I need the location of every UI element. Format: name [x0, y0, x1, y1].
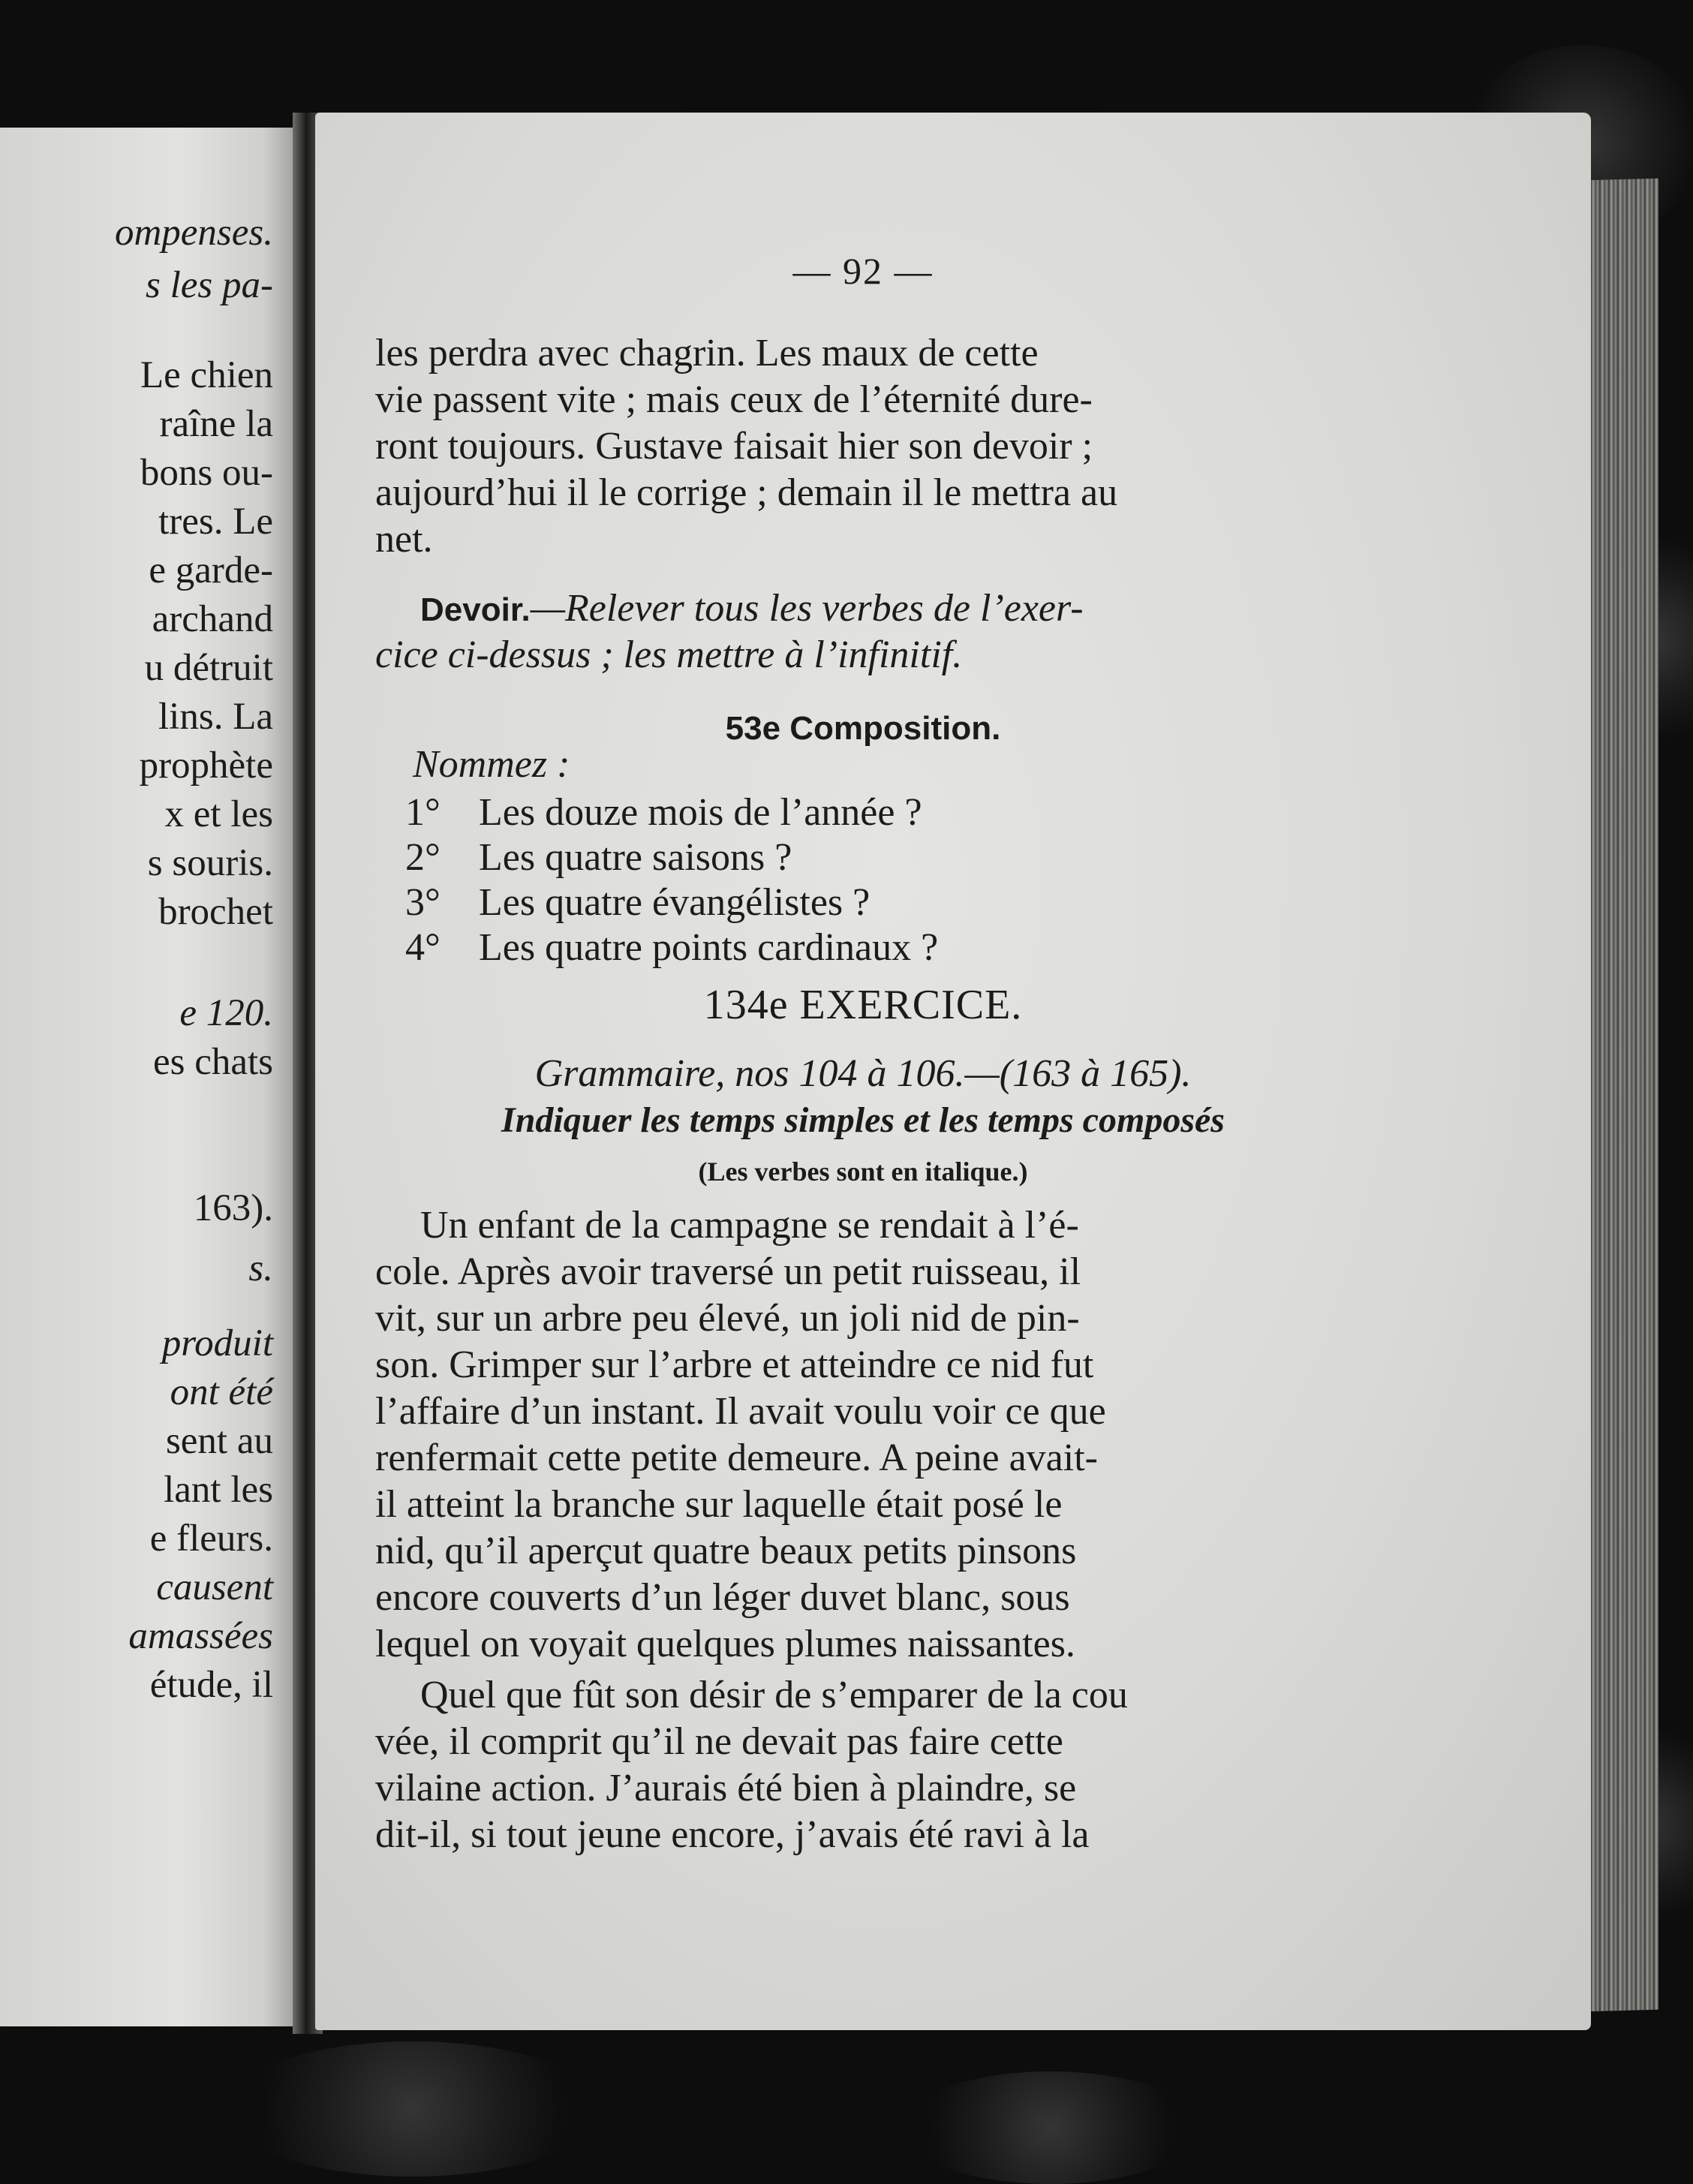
devoir-label: Devoir.	[420, 591, 531, 628]
nommez-label: Nommez :	[413, 743, 570, 786]
text-line: Un enfant de la campagne se rendait à l’é-	[420, 1204, 1079, 1247]
devoir-text: cice ci-dessus ; les mettre à l’infinitif.	[375, 633, 963, 676]
left-page-line: s souris.	[147, 842, 273, 884]
exercise-instruction: Indiquer les temps simples et les temps composés	[501, 1100, 1225, 1140]
list-item: 2° Les quatre saisons ?	[405, 836, 792, 879]
left-page-line: 163).	[193, 1187, 273, 1229]
text-line: dit-il, si tout jeune encore, j’avais été ravi à la	[375, 1813, 1090, 1856]
italic-note: (Les verbes sont en italique.)	[698, 1157, 1028, 1187]
left-page-line: ompenses.	[114, 212, 273, 254]
left-page-line: ont été	[170, 1371, 273, 1413]
grammaire-reference: Grammaire, nos 104 à 106.—(163 à 165).	[534, 1052, 1192, 1095]
text-line: Quel que fût son désir de s’emparer de la cou	[420, 1674, 1128, 1716]
text-line: vit, sur un arbre peu élevé, un joli nid de pin-	[375, 1297, 1080, 1340]
list-item: 1° Les douze mois de l’année ?	[405, 791, 922, 834]
text-line: encore couverts d’un léger duvet blanc, sous	[375, 1576, 1070, 1619]
left-page-line: brochet	[158, 891, 273, 933]
text-line: net.	[375, 518, 433, 561]
left-page-line: s.	[248, 1247, 273, 1289]
text-line: aujourd’hui il le corrige ; demain il le mettra au	[375, 471, 1118, 514]
exercise-heading: 134e EXERCICE.	[703, 982, 1023, 1028]
left-page-line: raîne la	[159, 403, 273, 445]
left-page-line: amassées	[128, 1615, 273, 1657]
background-blot	[225, 2041, 600, 2176]
left-page	[0, 128, 300, 2026]
devoir-text: —Relever tous les verbes de l’exer-	[530, 587, 1084, 630]
left-page-line: sent au	[165, 1420, 273, 1462]
text-line: nid, qu’il aperçut quatre beaux petits pinsons	[375, 1530, 1077, 1572]
left-page-line: x et les	[164, 793, 273, 835]
left-page-line: produit	[161, 1322, 273, 1364]
text-line: vie passent vite ; mais ceux de l’éternité dure-	[375, 378, 1093, 421]
left-page-line: lins. La	[158, 696, 273, 738]
list-item: 4° Les quatre points cardinaux ?	[405, 926, 939, 969]
left-page-line: Le chien	[140, 354, 273, 396]
left-page-line: e garde-	[149, 549, 273, 591]
text-line: l’affaire d’un instant. Il avait voulu voir ce que	[375, 1390, 1106, 1433]
left-page-line: prophète	[139, 745, 273, 787]
left-page-line: es chats	[152, 1041, 273, 1083]
left-page-line: causent	[156, 1566, 273, 1608]
text-line: renfermait cette petite demeure. A peine avait-	[375, 1436, 1098, 1479]
background-blot	[901, 2071, 1201, 2184]
text-line: ront toujours. Gustave faisait hier son devoir ;	[375, 425, 1093, 468]
text-line: vée, il comprit qu’il ne devait pas faire cette	[375, 1720, 1063, 1763]
composition-heading: 53e Composition.	[725, 710, 1001, 747]
page-number: — 92 —	[792, 250, 934, 292]
text-line: vilaine action. J’aurais été bien à plaindre, se	[375, 1767, 1077, 1809]
left-page-line: étude, il	[149, 1664, 273, 1706]
left-page-line: bons ou-	[140, 452, 273, 494]
left-page-line: lant les	[164, 1469, 273, 1511]
text-line: lequel on voyait quelques plumes naissantes.	[375, 1623, 1075, 1665]
left-page-line: e fleurs.	[149, 1518, 273, 1560]
text-line: il atteint la branche sur laquelle était posé le	[375, 1483, 1063, 1526]
text-line: les perdra avec chagrin. Les maux de cette	[375, 332, 1039, 375]
left-page-line: e 120.	[179, 992, 273, 1034]
text-line: cole. Après avoir traversé un petit ruisseau, il	[375, 1250, 1081, 1293]
left-page-line: u détruit	[144, 647, 273, 689]
text-line: son. Grimper sur l’arbre et atteindre ce nid fut	[375, 1343, 1094, 1386]
left-page-line: archand	[152, 598, 273, 640]
list-item: 3° Les quatre évangélistes ?	[405, 881, 871, 924]
devoir-line	[375, 585, 1084, 633]
left-page-line: s les pa-	[146, 264, 273, 306]
left-page-line: tres. Le	[158, 501, 273, 543]
